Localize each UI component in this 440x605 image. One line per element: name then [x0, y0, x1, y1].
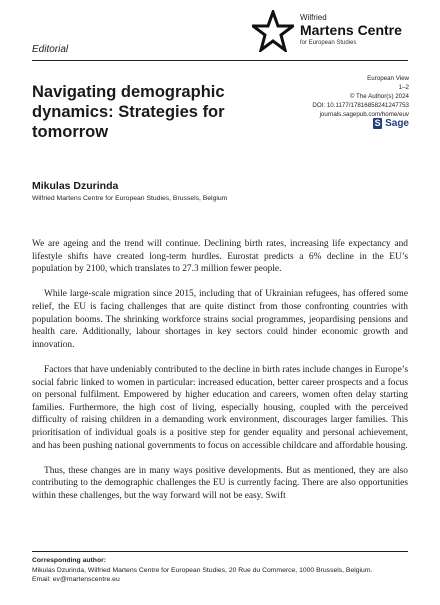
doi: DOI: 10.1177/17816858241247753	[312, 102, 409, 109]
paragraph-3: Factors that have undeniably contributed to the decline in birth rates include changes in Europe’s social fabric linked to women in particular: increased education, better career prospects and a focus on personal fulfilment. Empowered by higher education and careers, women often delay starting families. Furthermore, the high cost of living, especially housing, coupled with the perceived difficulty of raising children in a demanding work environment, discourages larger families. This prioritisation of individual goals is a positive step for gender equality and personal achievement, and has been pushing national governments to focus on accessible childcare and affordable housing.	[32, 364, 408, 451]
sage-logo	[373, 118, 409, 129]
copyright: © The Author(s) 2024	[349, 93, 409, 100]
corresponding-email[interactable]: Email: ev@martenscentre.eu	[32, 576, 120, 584]
corresponding-address: Mikulas Dzurinda, Wilfried Martens Centre for European Studies, 20 Rue du Commerce, 1000 Brussels, Belgium.	[32, 566, 373, 574]
sage-label: Sage	[385, 118, 409, 129]
logo-line2: Martens Centre	[300, 22, 402, 38]
logo-line3: for European Studies	[300, 40, 357, 46]
star-logo-icon	[252, 10, 294, 52]
paragraph-1: We are ageing and the trend will continue. Declining birth rates, increasing life expectancy and lifestyle shifts have created long-term hurdles. Eurostat predicts a 6% decline in the EU’s population by 2100, which translates to 27.3 million fewer people.	[32, 239, 408, 275]
section-label: Editorial	[32, 44, 69, 55]
footer-divider	[32, 551, 408, 552]
corresponding-author-heading: Corresponding author:	[32, 557, 107, 564]
paragraph-4: Thus, these changes are in many ways positive developments. But as mentioned, they are also contributing to the demographic challenges the EU is currently facing. There are also opportunities within these challenges, but the way forward will not be easy. Swift	[32, 465, 408, 501]
page-range: 1–2	[398, 84, 409, 91]
journal-name: European View	[367, 75, 409, 82]
article-title: Navigating demographic dynamics: Strategies for tomorrow	[32, 83, 225, 141]
header-divider	[32, 60, 408, 61]
logo-line1: Wilfried	[300, 13, 327, 22]
journal-meta	[312, 74, 409, 119]
journal-url[interactable]: journals.sagepub.com/home/euv	[319, 111, 409, 118]
author-affiliation: Wilfried Martens Centre for European Studies, Brussels, Belgium	[32, 195, 228, 202]
publisher-logo	[252, 8, 422, 58]
sage-s-icon: S	[374, 118, 381, 128]
author-name: Mikulas Dzurinda	[32, 180, 119, 192]
article-body	[32, 238, 408, 550]
correspondence-footer	[32, 556, 408, 585]
paragraph-2: While large-scale migration since 2015, including that of Ukrainian refugees, has offered some relief, the EU is facing challenges that are quite distinct from those confronting countries with population booms. The shrinking workforce strains social programmes, jeopardising pensions and health care. Additionally, labour shortages in key sectors could hinder economic growth and innovation.	[32, 289, 408, 350]
